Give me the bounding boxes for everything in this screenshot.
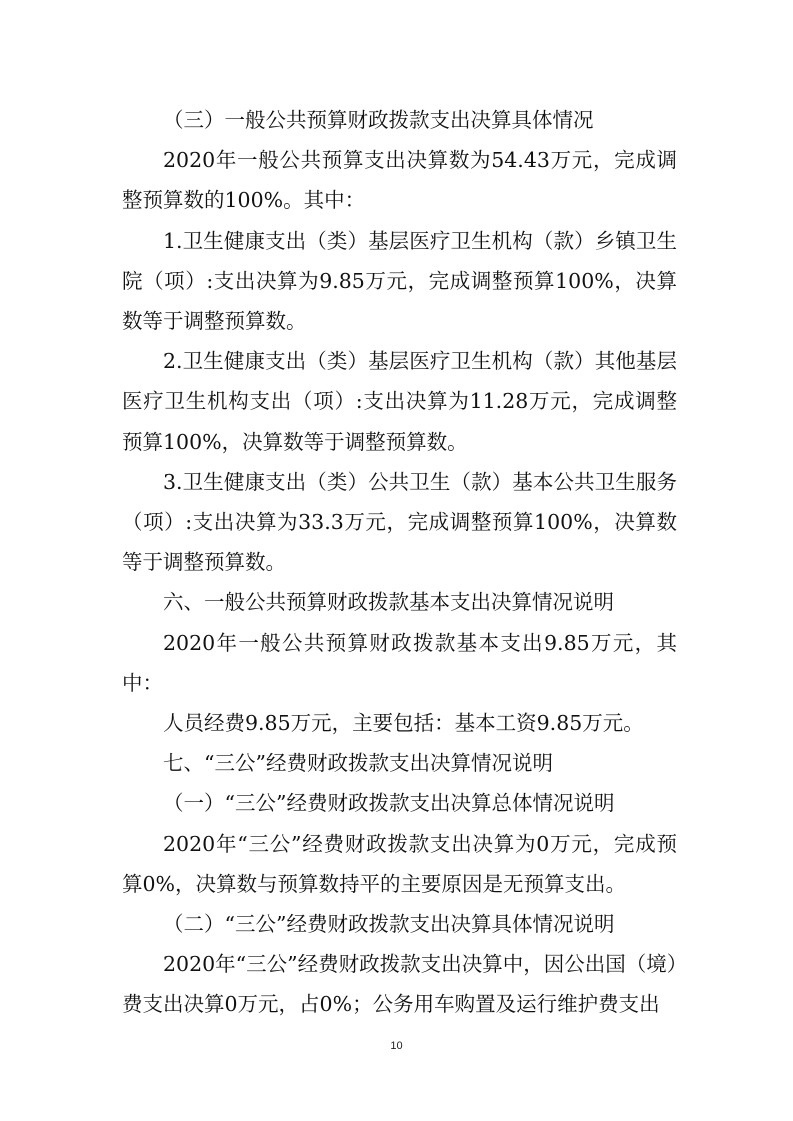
section-heading-three-public-expenses: 七、“三公”经费财政拨款支出决算情况说明 [163, 751, 553, 776]
paragraph-basic-expenditure-total: 2020年一般公共预算财政拨款基本支出9.85万元，其中： [122, 630, 677, 695]
subsection-heading-three-public-details: （二）“三公”经费财政拨款支出决算具体情况说明 [163, 912, 615, 937]
section-heading-general-budget-details: （三）一般公共预算财政拨款支出决算具体情况 [163, 108, 594, 132]
subsection-heading-three-public-overall: （一）“三公”经费财政拨款支出决算总体情况说明 [163, 791, 615, 816]
paragraph-three-public-overall: 2020年“三公”经费财政拨款支出决算为0万元，完成预算0%，决算数与预算数持平的主要原因是无预算支出。 [122, 831, 677, 896]
list-item-other-grassroots-medical: 2.卫生健康支出（类）基层医疗卫生机构（款）其他基层医疗卫生机构支出（项）:支出决算为11.28万元，完成调整预算100%，决算数等于调整预算数。 [122, 349, 677, 454]
page-number: 10 [390, 1040, 403, 1052]
paragraph-personnel-expenses: 人员经费9.85万元，主要包括：基本工资9.85万元。 [163, 711, 644, 736]
document-body [122, 100, 677, 1025]
list-item-basic-public-health: 3.卫生健康支出（类）公共卫生（款）基本公共卫生服务（项）:支出决算为33.3万元，完成调整预算100%，决算数等于调整预算数。 [122, 469, 677, 575]
paragraph-general-budget-total: 2020年一般公共预算支出决算数为54.43万元，完成调整预算数的100%。其中： [122, 148, 677, 213]
list-item-township-health-center: 1.卫生健康支出（类）基层医疗卫生机构（款）乡镇卫生院（项）:支出决算为9.85万元，完成调整预算100%，决算数等于调整预算数。 [122, 228, 677, 334]
section-heading-basic-expenditure: 六、一般公共预算财政拨款基本支出决算情况说明 [163, 590, 614, 615]
paragraph-three-public-details: 2020年“三公”经费财政拨款支出决算中，因公出国（境）费支出决算0万元，占0%；公务用车购置及运行维护费支出 [122, 952, 677, 1017]
